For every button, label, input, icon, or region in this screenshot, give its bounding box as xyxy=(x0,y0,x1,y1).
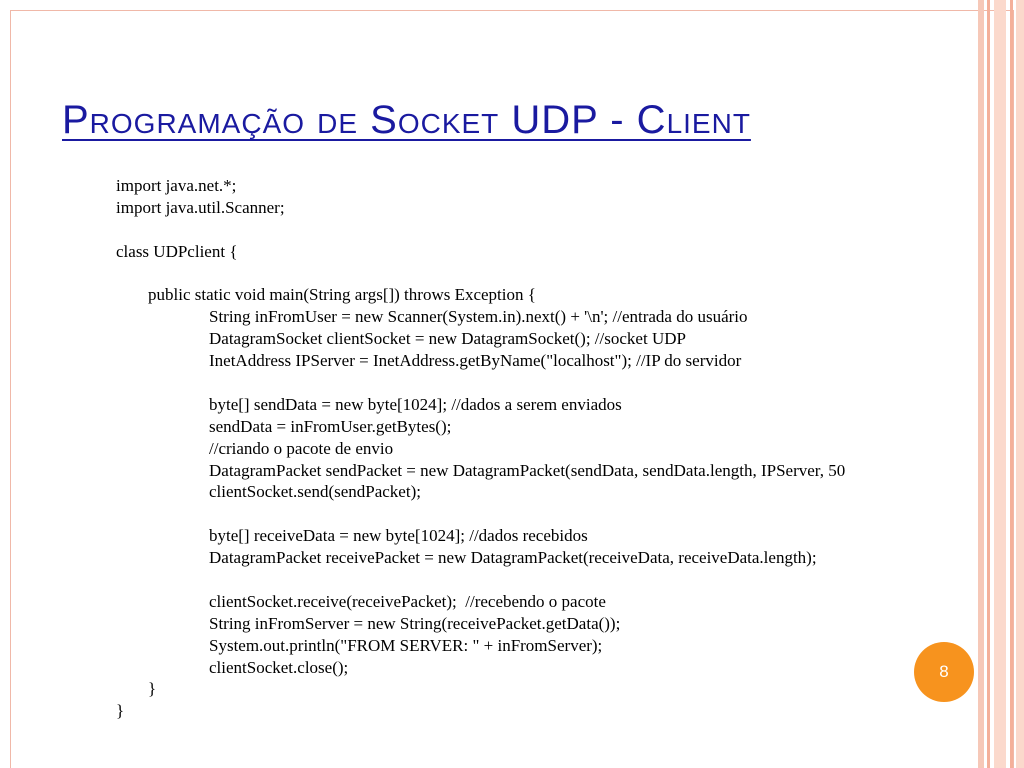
code-line: String inFromUser = new Scanner(System.in).next() + '\n'; //entrada do usuário xyxy=(209,307,748,327)
code-line: clientSocket.receive(receivePacket); //recebendo o pacote xyxy=(209,591,606,611)
code-line xyxy=(116,219,845,241)
code-line xyxy=(116,569,845,591)
code-line xyxy=(116,263,845,285)
decorative-stripe xyxy=(1010,0,1013,768)
code-line: //criando o pacote de envio xyxy=(209,438,394,458)
code-line: public static void main(String args[]) throws Exception { xyxy=(148,285,536,305)
code-line: DatagramSocket clientSocket = new DatagramSocket(); //socket UDP xyxy=(209,329,686,349)
code-line: } xyxy=(148,679,157,699)
code-line: DatagramPacket sendPacket = new DatagramPacket(sendData, sendData.length, IPServer, 50 xyxy=(209,460,846,480)
code-line: System.out.println("FROM SERVER: " + inFromServer); xyxy=(209,635,603,655)
code-line xyxy=(116,503,845,525)
slide-title: Programação de Socket UDP - Client xyxy=(62,98,751,142)
code-line: sendData = inFromUser.getBytes(); xyxy=(209,416,452,436)
decorative-stripe xyxy=(987,0,990,768)
code-line: } xyxy=(116,701,125,721)
page-number-badge: 8 xyxy=(914,642,974,702)
code-line: class UDPclient { xyxy=(116,241,238,261)
code-line: clientSocket.send(sendPacket); xyxy=(209,482,421,502)
decorative-stripe xyxy=(994,0,1006,768)
code-line xyxy=(116,372,845,394)
code-line: import java.net.*; xyxy=(116,176,237,195)
code-line: String inFromServer = new String(receivePacket.getData()); xyxy=(209,613,621,633)
code-line: clientSocket.close(); xyxy=(209,657,349,677)
code-line: InetAddress IPServer = InetAddress.getByName("localhost"); //IP do servidor xyxy=(209,351,742,371)
decorative-stripe xyxy=(978,0,984,768)
decorative-stripe xyxy=(1016,0,1024,768)
code-line: byte[] receiveData = new byte[1024]; //dados recebidos xyxy=(209,526,588,546)
code-line: byte[] sendData = new byte[1024]; //dados a serem enviados xyxy=(209,394,622,414)
code-block xyxy=(116,175,845,722)
code-line: DatagramPacket receivePacket = new DatagramPacket(receiveData, receiveData.length); xyxy=(209,548,817,568)
code-line: import java.util.Scanner; xyxy=(116,197,285,217)
